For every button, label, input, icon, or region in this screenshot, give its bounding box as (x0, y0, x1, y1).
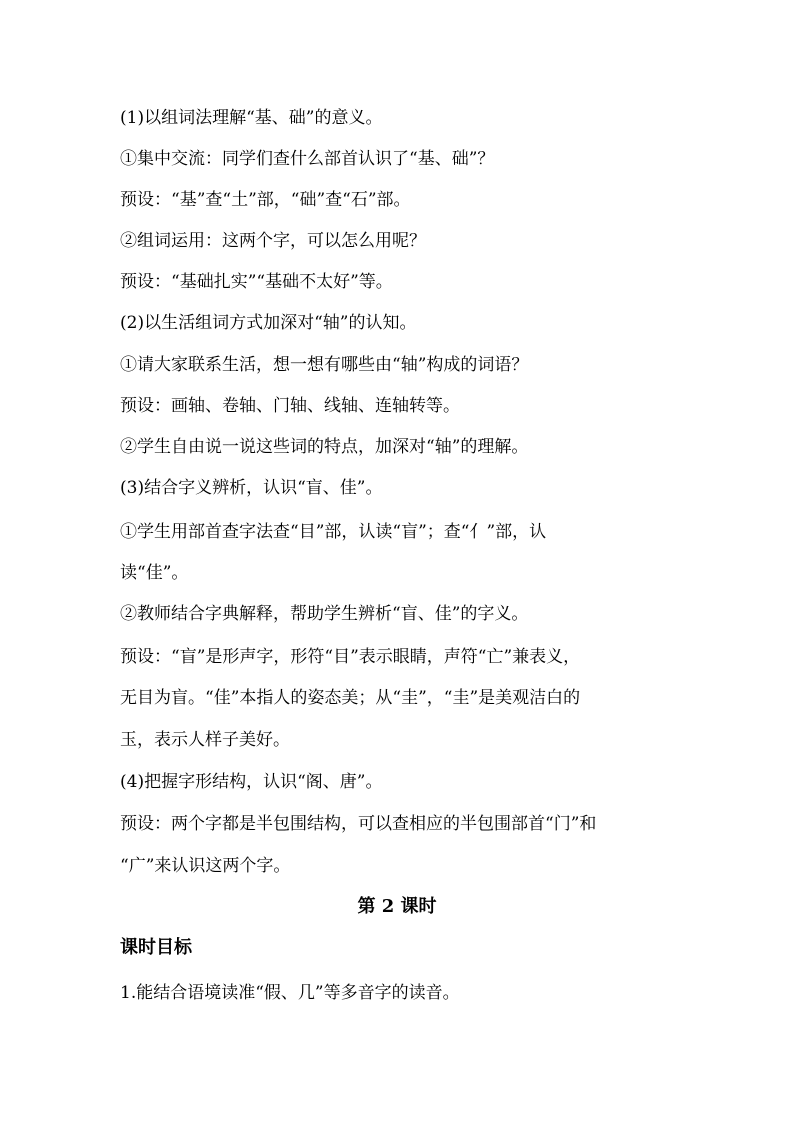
paragraph-line-5: 预设：“基础扎实”“基础不太好”等。 (120, 272, 393, 292)
lesson-heading: 第 2 课时 (357, 896, 437, 917)
paragraph-line-16: 玉，表示人样子美好。 (120, 730, 290, 750)
objective-item-1: 1.能结合语境读准“假、几”等多音字的读音。 (120, 983, 460, 1003)
paragraph-line-19: “广”来认识这两个字。 (120, 856, 291, 876)
paragraph-line-13: ②教师结合字典解释，帮助学生辨析“盲、佳”的字义。 (120, 604, 529, 624)
paragraph-line-11: ①学生用部首查字法查“目”部，认读“盲”；查“亻”部，认 (120, 522, 547, 542)
paragraph-line-6: (2)以生活组词方式加深对“轴”的认知。 (120, 313, 417, 333)
paragraph-line-14: 预设：“盲”是形声字，形符“目”表示眼睛，声符“亡”兼表义， (120, 647, 581, 667)
paragraph-line-15: 无目为盲。“佳”本指人的姿态美；从“圭”，“圭”是美观洁白的 (120, 688, 581, 708)
paragraph-line-4: ②组词运用：这两个字，可以怎么用呢？ (120, 231, 426, 251)
paragraph-line-10: (3)结合字义辨析，认识“盲、佳”。 (120, 478, 383, 498)
paragraph-line-2: ①集中交流：同学们查什么部首认识了“基、础”？ (120, 149, 495, 169)
paragraph-line-8: 预设：画轴、卷轴、门轴、线轴、连轴转等。 (120, 396, 460, 416)
paragraph-line-1: (1)以组词法理解“基、础”的意义。 (120, 108, 383, 128)
paragraph-line-7: ①请大家联系生活，想一想有哪些由“轴”构成的词语？ (120, 355, 529, 375)
paragraph-line-17: (4)把握字形结构，认识“阁、唐”。 (120, 772, 383, 792)
paragraph-line-3: 预设：“基”查“土”部，“础”查“石”部。 (120, 190, 411, 210)
objective-heading: 课时目标 (120, 937, 192, 958)
paragraph-line-18: 预设：两个字都是半包围结构，可以查相应的半包围部首“门”和 (120, 814, 597, 834)
paragraph-line-12: 读“佳”。 (120, 563, 189, 583)
paragraph-line-9: ②学生自由说一说这些词的特点，加深对“轴”的理解。 (120, 437, 529, 457)
